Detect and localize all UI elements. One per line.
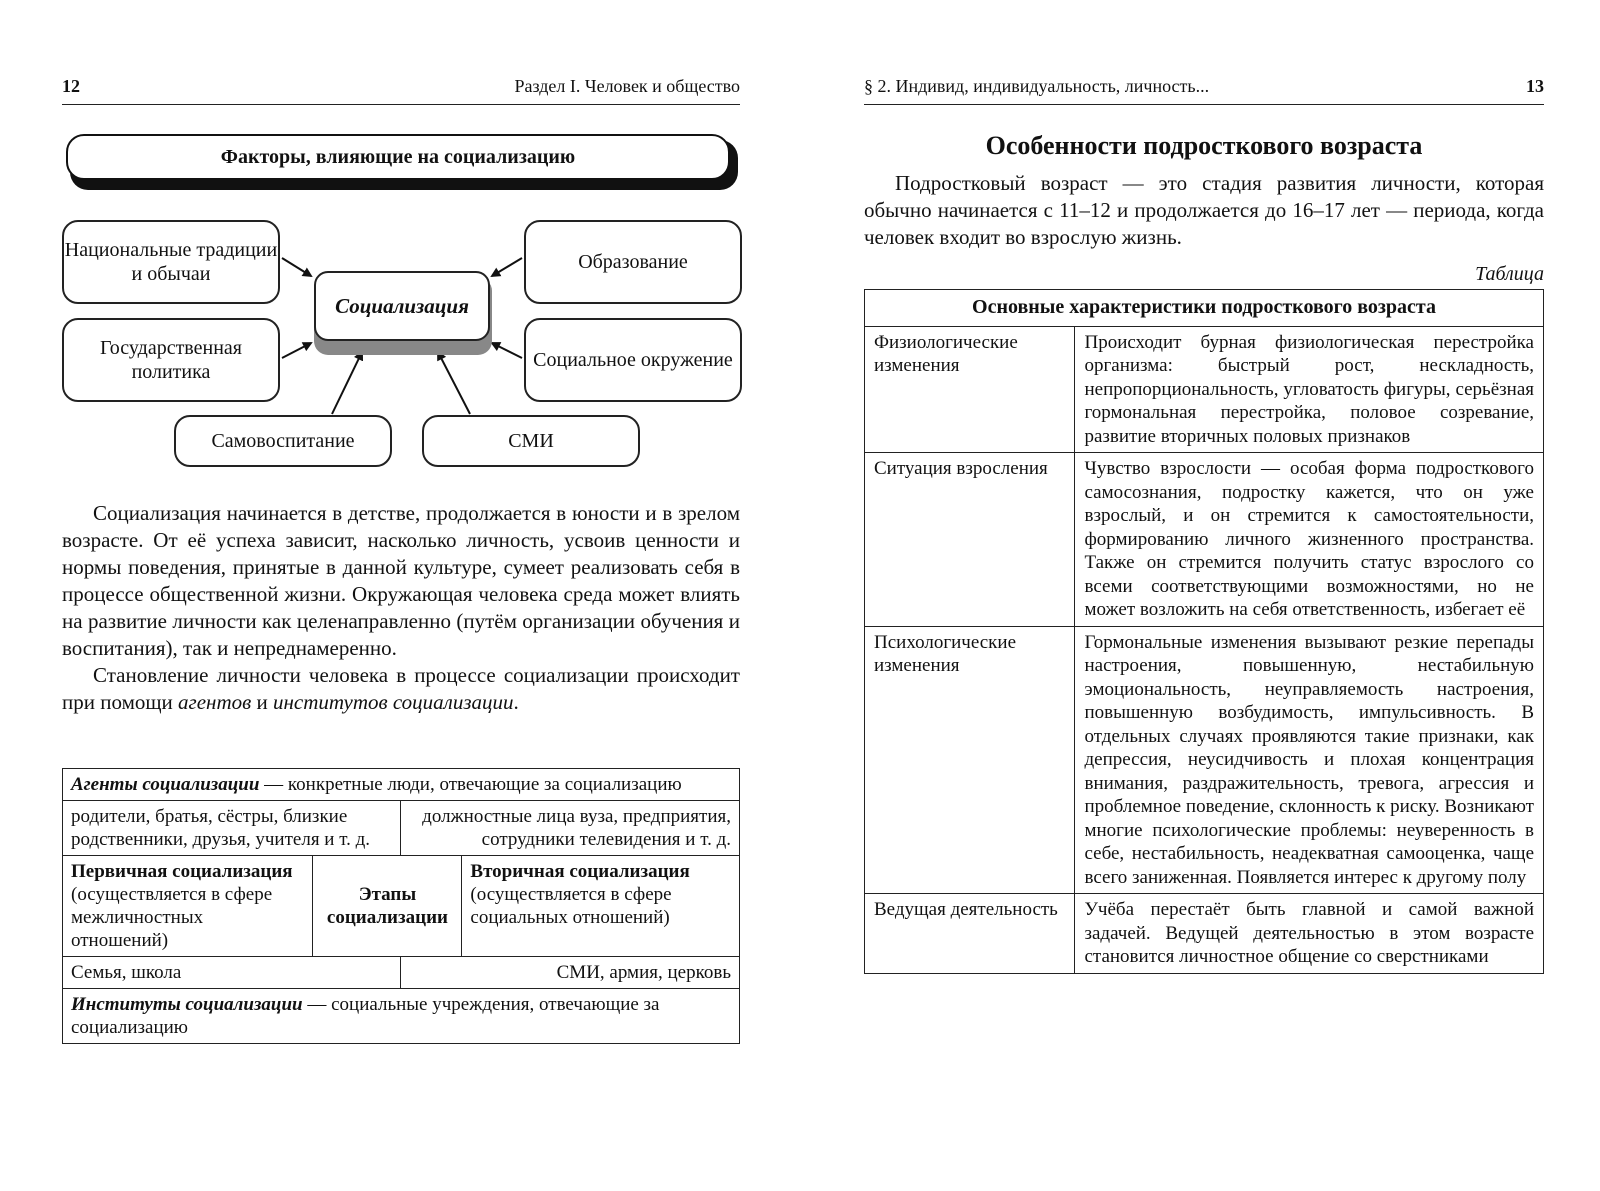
secondary-socialization: Вторичная социализация (осуществляется в сфере социальных отношений) [462, 856, 740, 957]
row-description: Учёба перестаёт быть главной и самой важной задачей. Ведущей деятельностью в этом возрасте становится личностное общение со сверстниками [1075, 894, 1544, 974]
agents-primary: родители, братья, сёстры, близкие родственники, друзья, учителя и т. д. [63, 801, 401, 856]
institutes-definition: Институты социализации — социальные учреждения, отвечающие за социализацию [63, 989, 740, 1044]
node-media: СМИ [422, 415, 640, 467]
institutes-secondary: СМИ, армия, церковь [401, 957, 740, 989]
header-rule-right [864, 104, 1544, 105]
page-number-left: 12 [62, 76, 80, 96]
page-number-right: 13 [1526, 76, 1544, 96]
node-state-policy: Государственная политика [62, 318, 280, 402]
row-description: Гормональные изменения вызывают резкие перепады настроения, повышенную, нестабильную эмоциональность, неуправляемость настроения, повышенную возбудимость, импульсивность. В отдельных случаях проявляются такие признаки, как депрессия, неусидчивость и плохая концентрация внимания, раздражительность, тревога, агрессия и проблемное поведение, склонность к риску. Возникают многие психологические проблемы: неуверенность в себе, нестабильность, неадекватная самооценка, чаще всего заниженная. Появляется интерес к другому полу [1075, 626, 1544, 894]
node-education: Образование [524, 220, 742, 304]
left-body-text [62, 500, 740, 716]
node-social-environment: Социальное окружение [524, 318, 742, 402]
agents-secondary: должностные лица вуза, предприятия, сотрудники телевидения и т. д. [401, 801, 740, 856]
section-title: Особенности подросткового возраста [985, 131, 1423, 160]
agents-definition: Агенты социализации — конкретные люди, отвечающие за социализацию [63, 769, 740, 801]
stages-socialization: Этапы социализации [313, 856, 462, 957]
table-label: Таблица [1475, 263, 1544, 285]
arrow-social-env [492, 343, 522, 358]
banner-title: Факторы, влияющие на социализацию [66, 134, 730, 180]
arrow-policy [282, 343, 311, 358]
running-header-right: § 2. Индивид, индивидуальность, личность... [864, 76, 1210, 96]
table-row [865, 626, 1544, 894]
row-term: Ситуация взросления [865, 453, 1075, 627]
paragraph-2: Становление личности человека в процессе социализации происходит при помощи агентов и институтов социализации. [62, 663, 740, 714]
table-row [865, 453, 1544, 627]
primary-socialization: Первичная социализация (осуществляется в сфере межличностных отношений) [63, 856, 313, 957]
arrow-education [492, 258, 522, 276]
row-term: Ведущая деятельность [865, 894, 1075, 974]
table-row [865, 326, 1544, 453]
row-description: Чувство взрослости — особая форма подросткового самосознания, подростку кажется, что он уже взрослый, и он стремится к самостоятельности, формированию личного жизненного пространства. Также он стремится получить статус взрослого со всеми соответствующими возможностями, но не может возложить на себя ответственность, избегает её [1075, 453, 1544, 627]
node-socialization: Социализация [314, 271, 490, 341]
socialization-table [62, 768, 740, 1044]
term-agents: агентов [178, 690, 252, 714]
table-row [865, 894, 1544, 974]
row-term: Физиологические изменения [865, 326, 1075, 453]
row-description: Происходит бурная физиологическая перестройка организма: быстрый рост, нескладность, непропорциональность, угловатость фигуры, серьёзная гормональная перестройка, половое созревание, развитие вторичных половых признаков [1075, 326, 1544, 453]
term-institutes: институтов социализации [272, 690, 514, 714]
paragraph-1: Социализация начинается в детстве, продолжается в юности и в зрелом возрасте. От её успеха зависит, насколько личность, усвоив ценности и нормы поведения, принятые в данной культуре, сумеет реализовать себя в процессе общественной жизни. Окружающая человека среда может влиять на развитие личности как целенаправленно (путём организации обучения и воспитания), так и непреднамеренно. [62, 501, 740, 660]
arrow-traditions [282, 258, 311, 276]
arrow-media [438, 352, 470, 414]
intro-text: Подростковый возраст — это стадия развития личности, которая обычно начинается с 11–12 и продолжается до 16–17 лет — периода, когда человек входит во взрослую жизнь. [864, 171, 1544, 249]
running-header-left: Раздел I. Человек и общество [514, 76, 740, 96]
arrow-self-education [332, 352, 362, 414]
table-title: Основные характеристики подросткового возраста [865, 290, 1544, 327]
institutes-primary: Семья, школа [63, 957, 401, 989]
row-term: Психологические изменения [865, 626, 1075, 894]
node-self-education: Самовоспитание [174, 415, 392, 467]
adolescence-table [864, 289, 1544, 974]
node-traditions: Национальные традиции и обычаи [62, 220, 280, 304]
